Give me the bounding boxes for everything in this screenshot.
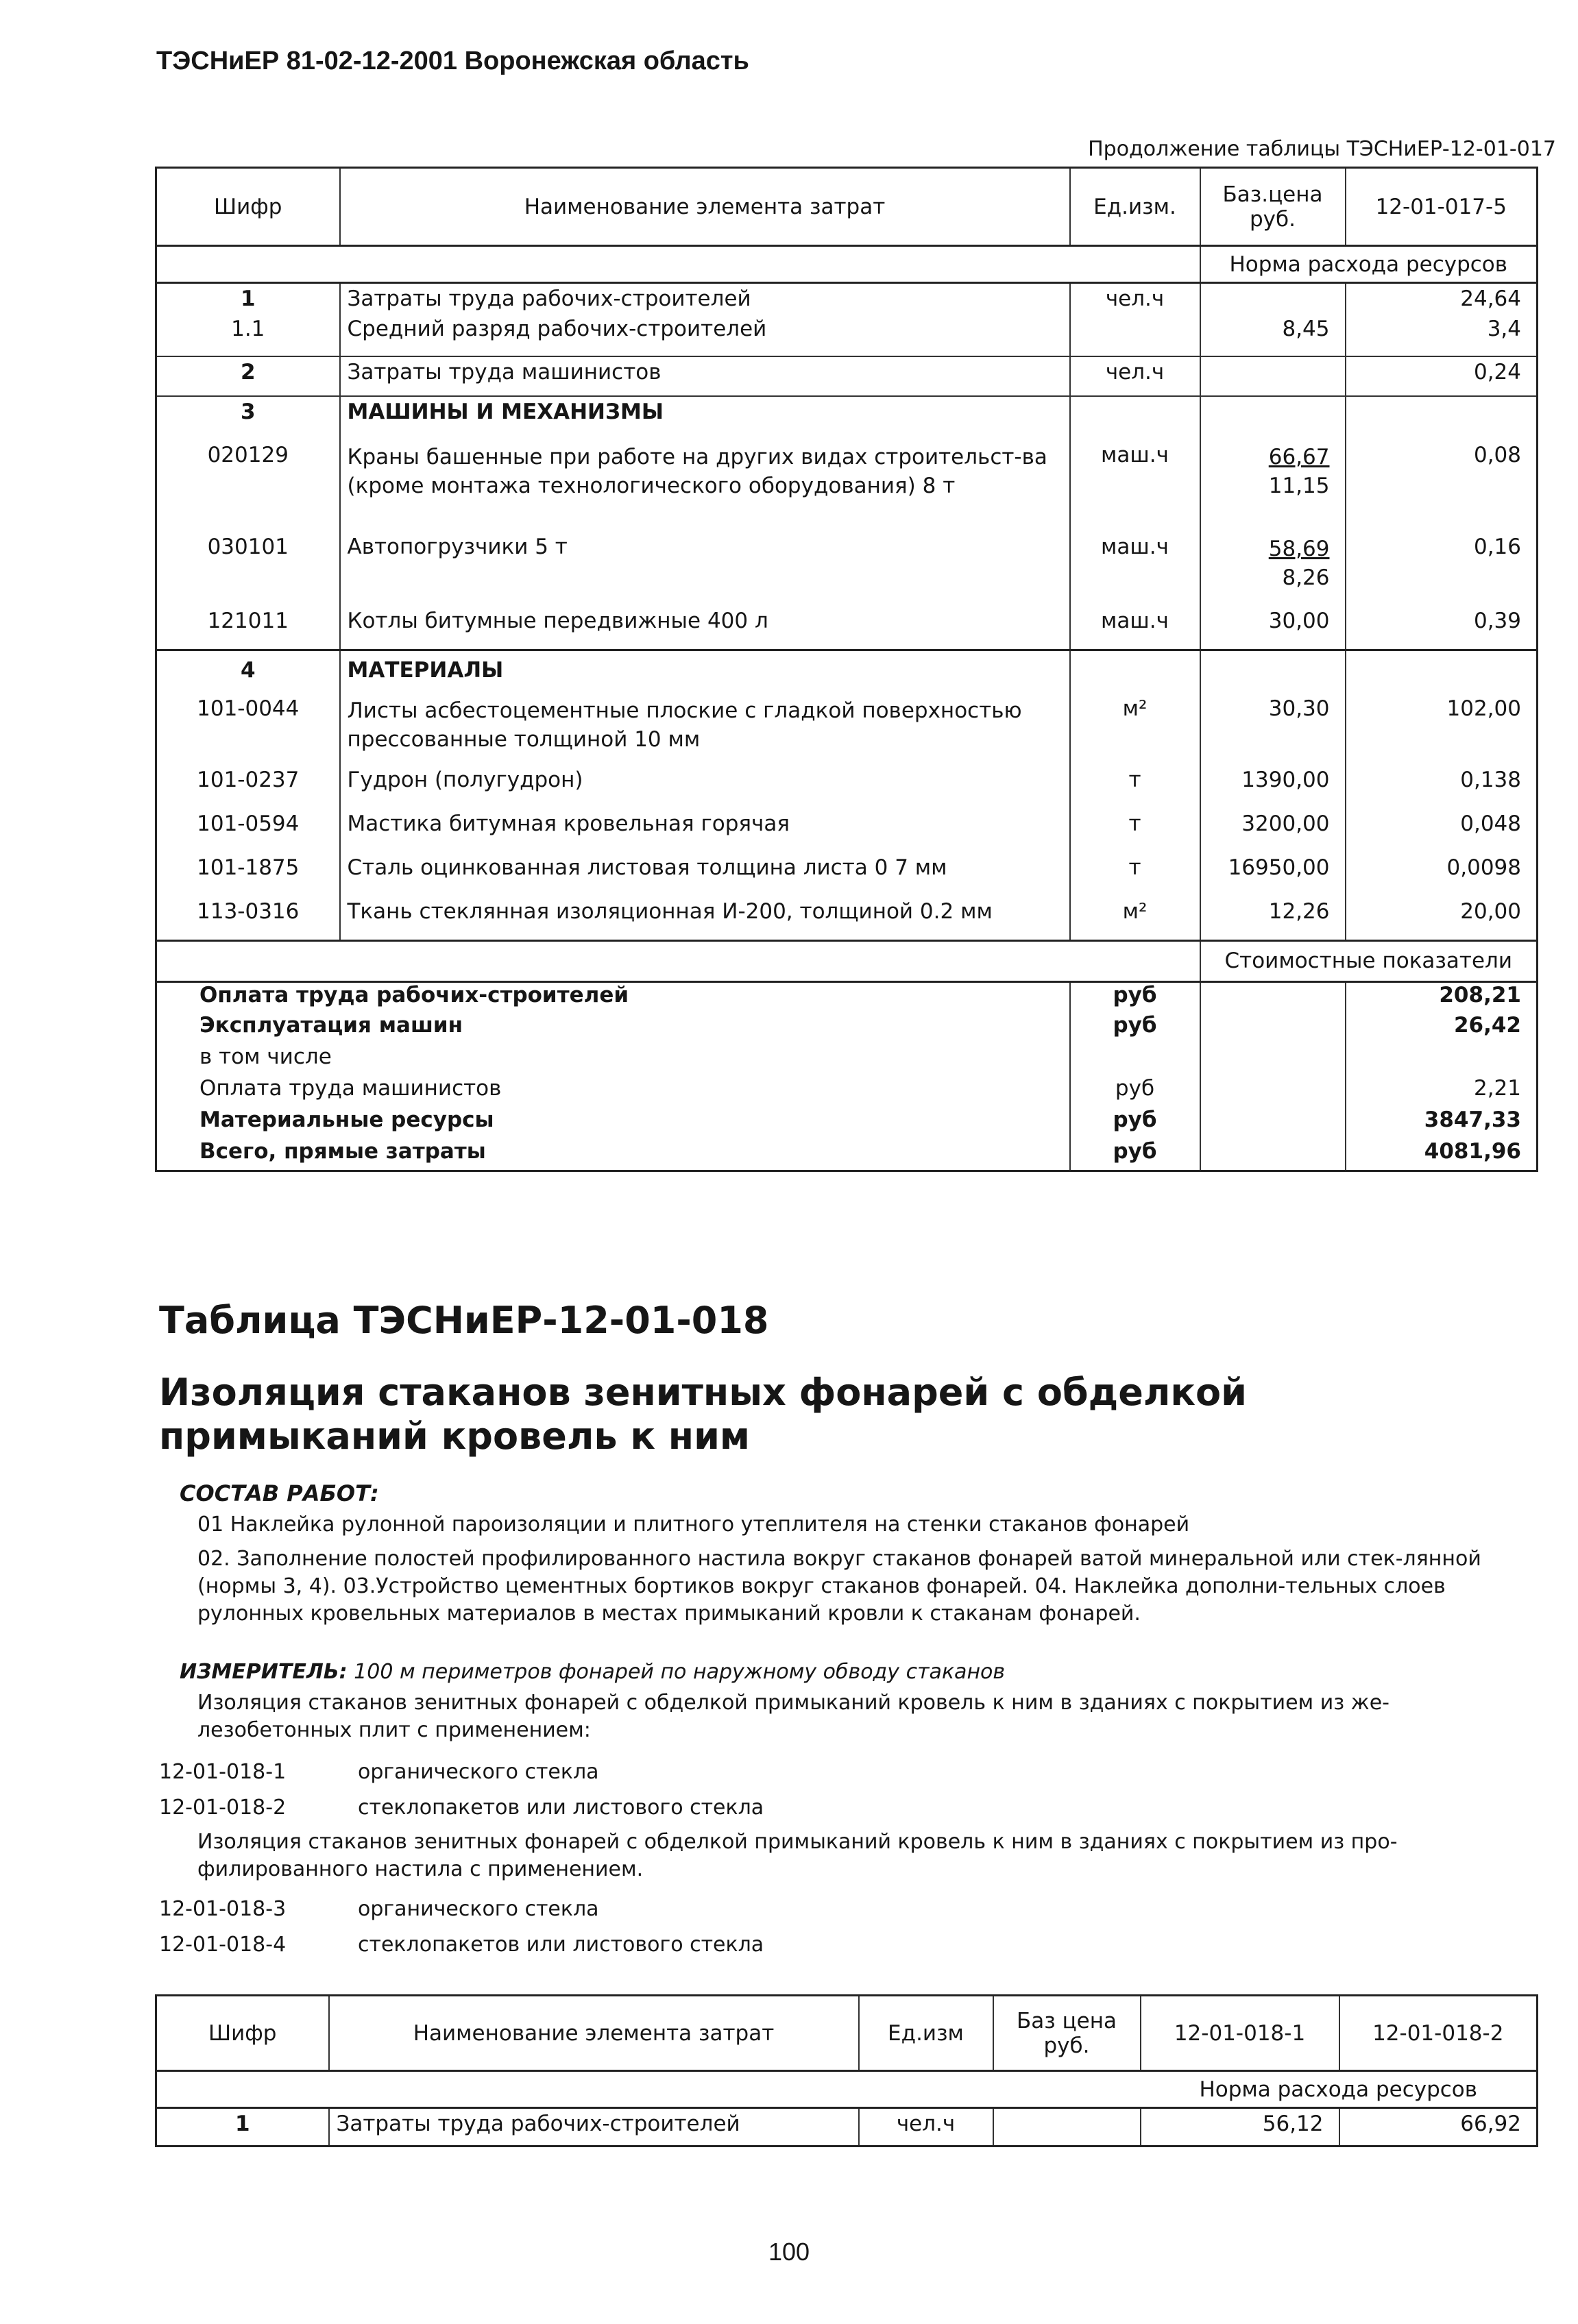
measure-text: 100 м периметров фонарей по наружному обводу стаканов [354,1660,1006,1684]
table-row: 101-0237 Гудрон (полугудрон) т 1390,00 0,138 [156,765,1538,809]
table-header-row [156,1996,1538,2071]
col-code-header: Шифр [156,1996,329,2071]
table-row: 2 Затраты труда машинистов чел.ч 0,24 [156,356,1538,396]
norm-header: Норма расхода ресурсов [1199,2077,1478,2102]
norm-header-row [156,246,1538,283]
cost-row: Всего, прямые затраты руб 4081,96 [156,1139,1538,1171]
table-row: 030101 Автопогрузчики 5 т маш.ч 58,69 8,26 0,16 [156,532,1538,606]
code-list-item: 12-01-018-3 органического стекла [159,1897,599,1921]
col-code-header: Шифр [156,168,340,246]
cost-row: Эксплуатация машин руб 26,42 [156,1013,1538,1044]
cost-header-row [156,940,1538,981]
page-number: 100 [768,2238,810,2266]
group-description: Изоляция стаканов зенитных фонарей с обделкой примыканий кровель к ним в зданиях с покрытием из про-филированного настила с применением. [197,1830,1398,1881]
code-list-item: 12-01-018-2 стеклопакетов или листового стекла [159,1796,764,1820]
works-label: СОСТАВ РАБОТ: [180,1480,379,1506]
running-header: ТЭСНиЕР 81-02-12-2001 Воронежская область [156,47,749,75]
measure-label: ИЗМЕРИТЕЛЬ: [180,1660,348,1684]
works-item: 01 Наклейка рулонной пароизоляции и плитного утеплителя на стенки стаканов фонарей [197,1513,1190,1537]
works-item: 02. Заполнение полостей профилированного настила вокруг стаканов фонарей ватой минеральной или стек-лянной (нормы 3, 4). 03.Устройство цементных бортиков вокруг стаканов фонарей. 04. Наклейка дополни-тельных слоев рулонных кровельных материалов в местах примыканий кровли к стаканам фонарей. [197,1547,1481,1626]
col-unit-header: Ед.изм. [1070,168,1200,246]
col-norm-header: 12-01-017-5 [1346,168,1538,246]
table-row: 101-1875 Сталь оцинкованная листовая толщина листа 0 7 мм т 16950,00 0,0098 [156,853,1538,896]
table-continuation-caption: Продолжение таблицы ТЭСНиЕР-12-01-017 [1088,137,1556,161]
col-name-header: Наименование элемента затрат [340,168,1070,246]
measure-line [180,1660,1005,1684]
code-list-item: 12-01-018-1 органического стекла [159,1760,599,1784]
cost-row: Материальные ресурсы руб 3847,33 [156,1108,1538,1139]
norm-header-row [156,2071,1538,2108]
col-price-header: Баз.цена руб. [1200,168,1346,246]
table-row: 121011 Котлы битумные передвижные 400 л маш.ч 30,00 0,39 [156,606,1538,650]
col-norm1-header: 12-01-018-1 [1141,1996,1339,2071]
table-subtitle: Изоляция стаканов зенитных фонарей с обделкой примыканий кровель к ним [159,1371,1247,1458]
col-price-header: Баз цена руб. [993,1996,1141,2071]
table-row: 1 Затраты труда рабочих-строителей чел.ч 24,64 [156,283,1538,315]
table-row: 113-0316 Ткань стеклянная изоляционная И-200, толщиной 0.2 мм м² 12,26 20,00 [156,896,1538,940]
table-row: 1.1 Средний разряд рабочих-строителей 8,45 3,4 [156,314,1538,356]
col-norm2-header: 12-01-018-2 [1339,1996,1538,2071]
cost-row: в том числе [156,1044,1538,1076]
code-list-item: 12-01-018-4 стеклопакетов или листового стекла [159,1933,764,1957]
cost-row: Оплата труда рабочих-строителей руб 208,21 [156,981,1538,1013]
resource-table-018 [155,1994,1538,2147]
table-title: Таблица ТЭСНиЕР-12-01-018 [159,1299,769,1342]
resource-table-017 [155,167,1538,1172]
table-row: 101-0044 Листы асбестоцементные плоские с гладкой поверхностью прессованные толщиной 10 мм м² 30,30 102,00 [156,692,1538,765]
group-description: Изоляция стаканов зенитных фонарей с обделкой примыканий кровель к ним в зданиях с покрытием из же-лезобетонных плит с применением: [197,1691,1389,1742]
table-section-row: 4 МАТЕРИАЛЫ [156,650,1538,692]
table-row: 101-0594 Мастика битумная кровельная горячая т 3200,00 0,048 [156,809,1538,853]
norm-header: Норма расхода ресурсов [1200,246,1538,283]
table-section-row: 3 МАШИНЫ И МЕХАНИЗМЫ [156,396,1538,436]
table-row: 020129 Краны башенные при работе на других видах строительст-ва (кроме монтажа технологического оборудования) 8 т маш.ч 66,67 11,15 0,08 [156,436,1538,532]
table-row: 1 Затраты труда рабочих-строителей чел.ч 56,12 66,92 [156,2108,1538,2146]
col-unit-header: Ед.изм [859,1996,993,2071]
table-header-row [156,168,1538,246]
col-name-header: Наименование элемента затрат [329,1996,859,2071]
cost-header: Стоимостные показатели [1200,940,1538,981]
cost-row: Оплата труда машинистов руб 2,21 [156,1076,1538,1108]
